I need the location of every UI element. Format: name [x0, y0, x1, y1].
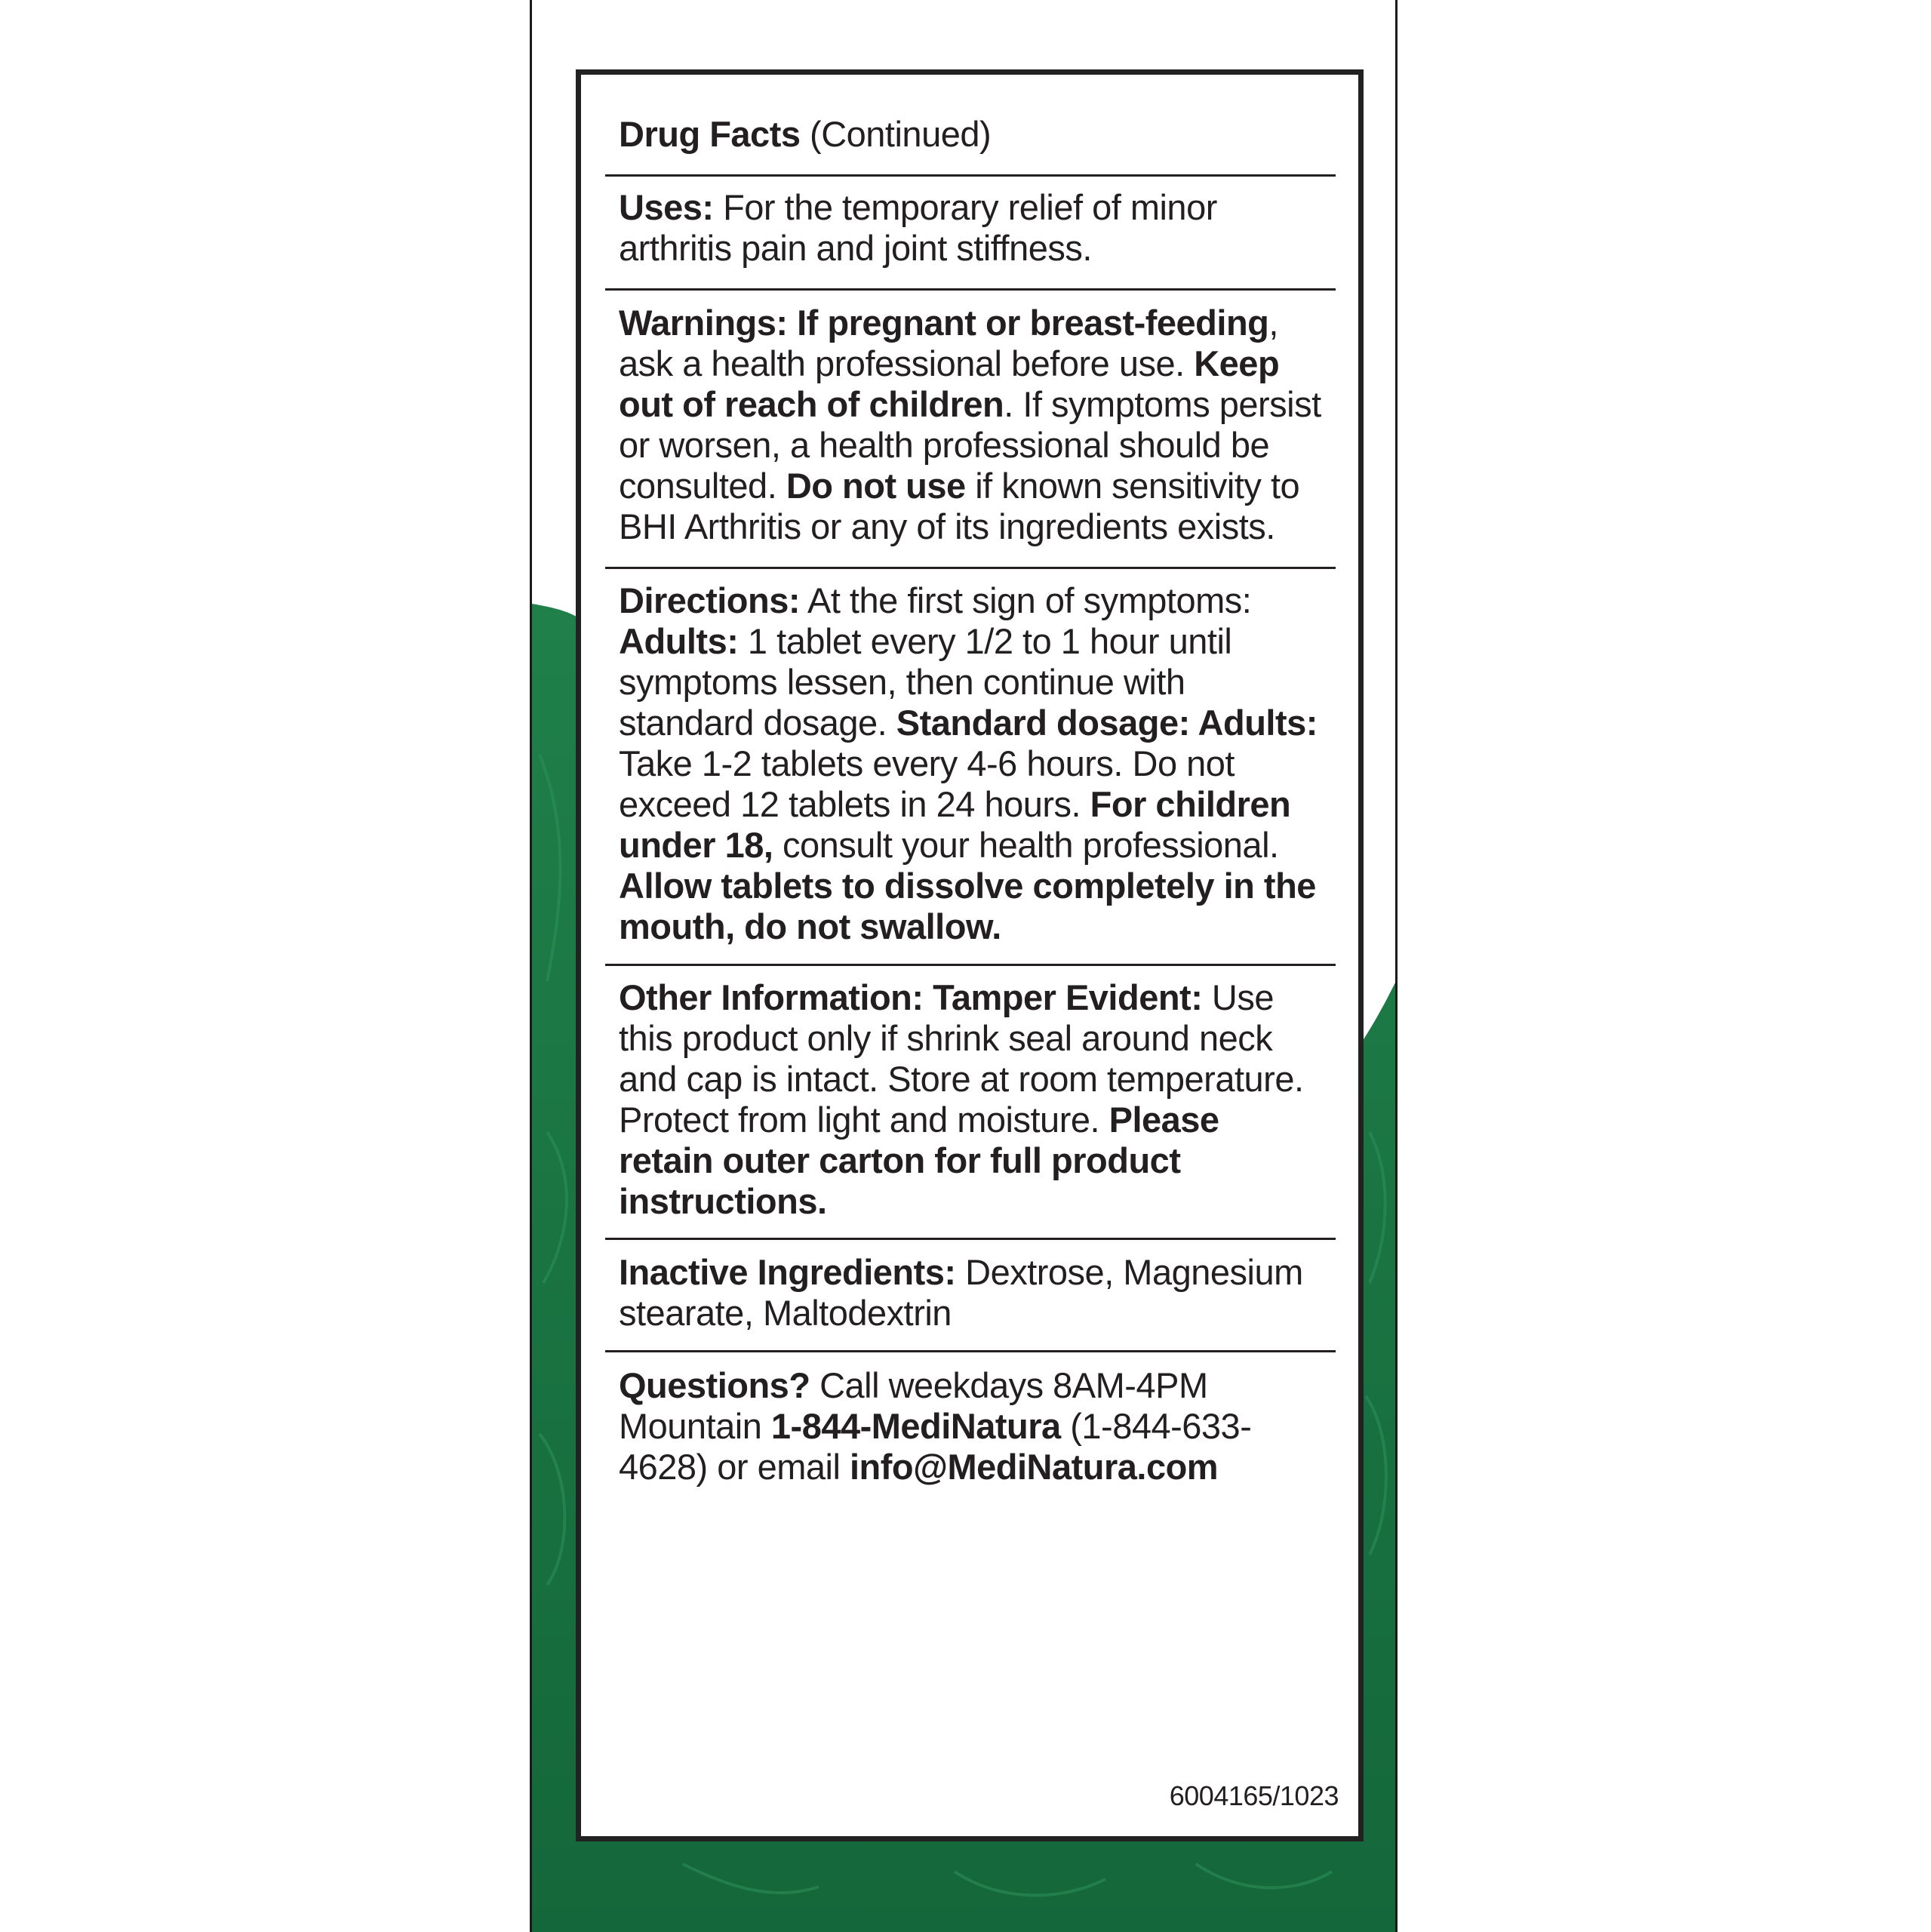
label-panel [530, 0, 1398, 1932]
inactive-ingredients-label: Inactive Ingredients: [619, 1252, 956, 1292]
questions-text-1: Call weekdays 8AM-4PM Mountain [619, 1365, 1208, 1446]
children-bold: For children under 18, [619, 784, 1291, 865]
directions-label: Directions: [619, 580, 800, 620]
directions-section [605, 580, 1336, 947]
lot-code: 6004165/1023 [1169, 1780, 1339, 1811]
retain-carton-bold: Please retain outer carton for full product instructions. [619, 1100, 1219, 1221]
warnings-keep-out-bold: Keep out of reach of children [619, 343, 1280, 424]
uses-text: For the temporary relief of minor arthritis pain and joint stiffness. [619, 187, 1217, 268]
other-information-label: Other Information: Tamper Evident: [619, 977, 1203, 1017]
warnings-text-1: , ask a health professional before use. [619, 303, 1278, 383]
warnings-pregnant-bold: If pregnant or breast-feeding [787, 303, 1269, 343]
other-information-text: Use this product only if shrink seal around neck and cap is intact. Store at room temperature. Protect from light and moisture. [619, 977, 1304, 1140]
continued-label: (Continued) [800, 114, 992, 154]
directions-text-2: 1 tablet every 1/2 to 1 hour until symptoms lessen, then continue with standard dosage. [619, 621, 1232, 743]
warnings-section [605, 303, 1336, 547]
section-divider [605, 174, 1336, 177]
warnings-do-not-use-bold: Do not use [786, 466, 966, 506]
questions-text-2: (1-844-633-4628) or email [619, 1406, 1252, 1487]
section-divider [605, 567, 1336, 569]
warnings-text-3: if known sensitivity to BHI Arthritis or any of its ingredients exists. [619, 466, 1300, 546]
questions-label: Questions? [619, 1365, 810, 1405]
phone-number: 1-844-MediNatura [770, 1406, 1061, 1446]
section-divider [605, 1350, 1336, 1352]
section-divider [605, 1238, 1336, 1240]
other-information-section [605, 977, 1336, 1222]
uses-label: Uses: [619, 187, 714, 227]
inactive-ingredients-text: Dextrose, Magnesium stearate, Maltodextrin [619, 1252, 1303, 1333]
email-address: info@MediNatura.com [850, 1447, 1219, 1487]
dissolve-instruction-bold: Allow tablets to dissolve completely in the mouth, do not swallow. [619, 866, 1316, 946]
directions-adults-bold: Adults: [619, 621, 739, 661]
inactive-ingredients-section [605, 1252, 1336, 1334]
standard-dosage-bold: Standard dosage: Adults: [896, 703, 1318, 743]
uses-section [605, 187, 1336, 269]
drug-facts-panel [576, 69, 1364, 1841]
drug-facts-title: Drug Facts [619, 114, 801, 154]
warnings-label: Warnings: [619, 303, 788, 343]
drug-facts-header [605, 114, 1336, 155]
section-divider [605, 964, 1336, 966]
directions-text-3: Take 1-2 tablets every 4-6 hours. Do not exceed 12 tablets in 24 hours. [619, 743, 1235, 824]
section-divider [605, 288, 1336, 291]
directions-text-4: consult your health professional. [773, 825, 1279, 865]
questions-section [605, 1365, 1336, 1487]
directions-text-1: At the first sign of symptoms: [800, 580, 1252, 620]
warnings-text-2: . If symptoms persist or worsen, a health professional should be consulted. [619, 384, 1321, 506]
